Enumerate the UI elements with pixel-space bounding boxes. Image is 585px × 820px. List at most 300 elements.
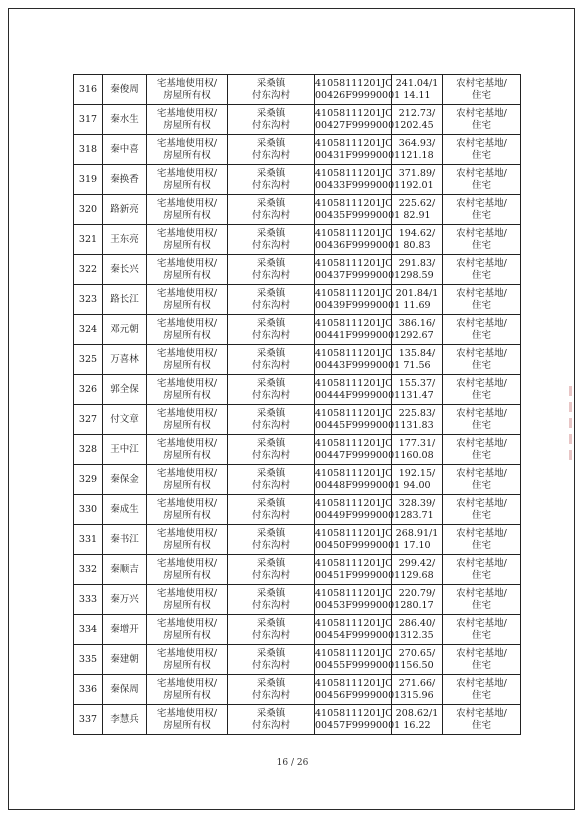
owner-name: 秦增开	[110, 623, 139, 635]
row-number: 321	[78, 233, 98, 245]
parcel-code-line1: 41058111201JC	[315, 227, 393, 239]
location-town: 采桑镇	[256, 707, 286, 719]
owner-name-cell	[103, 315, 147, 345]
land-use-cell	[443, 165, 521, 195]
owner-name: 秦俊周	[110, 83, 139, 95]
owner-name-cell	[103, 555, 147, 585]
parcel-code-line2: 00435F99990001	[315, 209, 401, 221]
row-number: 326	[78, 383, 98, 395]
land-use-cell	[443, 585, 521, 615]
right-type-line2: 房屋所有权	[163, 599, 211, 611]
parcel-code-cell	[315, 315, 401, 345]
right-type-line2: 房屋所有权	[163, 179, 211, 191]
row-number-cell	[74, 525, 103, 555]
table-row	[74, 105, 521, 135]
right-type-line1: 宅基地使用权/	[156, 77, 218, 89]
parcel-code-cell	[315, 135, 401, 165]
table-row	[74, 615, 521, 645]
location-cell	[228, 105, 315, 135]
owner-name: 秦书江	[110, 533, 139, 545]
owner-name-cell	[103, 255, 147, 285]
area-line2: 298.59	[400, 269, 434, 281]
parcel-code-line1: 41058111201JC	[315, 497, 393, 509]
right-type-line2: 房屋所有权	[163, 449, 211, 461]
location-village: 付东沟村	[251, 449, 290, 461]
right-type-line2: 房屋所有权	[163, 569, 211, 581]
location-town: 采桑镇	[256, 587, 286, 599]
right-type-cell	[147, 315, 228, 345]
land-use-line2: 住宅	[471, 629, 491, 641]
row-number-cell	[74, 255, 103, 285]
row-number-cell	[74, 345, 103, 375]
right-type-cell	[147, 645, 228, 675]
right-type-line1: 宅基地使用权/	[156, 527, 218, 539]
area-line2: 202.45	[400, 119, 434, 131]
right-type-line1: 宅基地使用权/	[156, 257, 218, 269]
parcel-code-cell	[315, 585, 401, 615]
location-cell	[228, 615, 315, 645]
owner-name: 秦换香	[110, 173, 139, 185]
land-use-line2: 住宅	[471, 509, 491, 521]
owner-name: 秦水生	[110, 113, 139, 125]
right-type-line2: 房屋所有权	[163, 239, 211, 251]
right-type-line2: 房屋所有权	[163, 659, 211, 671]
parcel-code-cell	[315, 645, 401, 675]
right-type-line1: 宅基地使用权/	[156, 287, 218, 299]
table-row	[74, 315, 521, 345]
owner-name: 秦中喜	[110, 143, 139, 155]
land-use-line1: 农村宅基地/	[456, 587, 507, 599]
right-type-line2: 房屋所有权	[163, 629, 211, 641]
location-town: 采桑镇	[256, 107, 286, 119]
table-row	[74, 225, 521, 255]
location-village: 付东沟村	[251, 359, 290, 371]
parcel-code-cell	[315, 165, 401, 195]
right-type-line2: 房屋所有权	[163, 149, 211, 161]
parcel-code-cell	[315, 405, 401, 435]
right-type-cell	[147, 255, 228, 285]
land-use-line1: 农村宅基地/	[456, 287, 507, 299]
parcel-code-line2: 00426F99990001	[315, 89, 401, 101]
parcel-code-line2: 00443F99990001	[315, 359, 401, 371]
area-line1: 371.89/	[398, 167, 436, 179]
row-number-cell	[74, 495, 103, 525]
parcel-code-line1: 41058111201JC	[315, 137, 393, 149]
area-line1: 212.73/	[398, 107, 436, 119]
row-number: 327	[78, 413, 98, 425]
location-town: 采桑镇	[256, 77, 286, 89]
location-cell	[228, 315, 315, 345]
land-use-cell	[443, 75, 521, 105]
area-line2: 17.10	[403, 539, 431, 551]
parcel-code-line1: 41058111201JC	[315, 167, 393, 179]
right-type-line1: 宅基地使用权/	[156, 647, 218, 659]
land-use-line2: 住宅	[471, 209, 491, 221]
parcel-code-line1: 41058111201JC	[315, 707, 393, 719]
right-type-line1: 宅基地使用权/	[156, 677, 218, 689]
location-town: 采桑镇	[256, 497, 286, 509]
table-row	[74, 285, 521, 315]
parcel-code-cell	[315, 375, 401, 405]
parcel-code-line1: 41058111201JC	[315, 317, 393, 329]
parcel-code-cell	[315, 225, 401, 255]
location-village: 付东沟村	[251, 179, 290, 191]
land-use-line2: 住宅	[471, 269, 491, 281]
row-number-cell	[74, 375, 103, 405]
parcel-code-line1: 41058111201JC	[315, 197, 393, 209]
row-number-cell	[74, 195, 103, 225]
location-town: 采桑镇	[256, 647, 286, 659]
row-number-cell	[74, 705, 103, 735]
parcel-code-line1: 41058111201JC	[315, 287, 393, 299]
land-use-line2: 住宅	[471, 569, 491, 581]
land-use-cell	[443, 315, 521, 345]
area-line2: 131.47	[400, 389, 434, 401]
area-line2: 16.22	[403, 719, 431, 731]
table-row	[74, 585, 521, 615]
land-use-line2: 住宅	[471, 89, 491, 101]
right-type-cell	[147, 165, 228, 195]
land-use-line1: 农村宅基地/	[456, 557, 507, 569]
owner-name: 万喜林	[110, 353, 139, 365]
parcel-code-cell	[315, 525, 401, 555]
row-number: 323	[78, 293, 98, 305]
right-type-cell	[147, 405, 228, 435]
land-use-line2: 住宅	[471, 389, 491, 401]
right-type-line2: 房屋所有权	[163, 539, 211, 551]
right-type-line1: 宅基地使用权/	[156, 227, 218, 239]
parcel-code-line2: 00457F99990001	[315, 719, 401, 731]
right-type-cell	[147, 675, 228, 705]
location-town: 采桑镇	[256, 557, 286, 569]
land-use-line2: 住宅	[471, 599, 491, 611]
land-use-cell	[443, 615, 521, 645]
row-number-cell	[74, 75, 103, 105]
parcel-code-cell	[315, 345, 401, 375]
parcel-code-cell	[315, 465, 401, 495]
parcel-code-line2: 00431F99990001	[315, 149, 401, 161]
right-type-cell	[147, 585, 228, 615]
parcel-code-line1: 41058111201JC	[315, 647, 393, 659]
parcel-code-line2: 00447F99990001	[315, 449, 401, 461]
owner-name: 秦成生	[110, 503, 139, 515]
right-type-line2: 房屋所有权	[163, 389, 211, 401]
land-use-cell	[443, 645, 521, 675]
right-type-line2: 房屋所有权	[163, 419, 211, 431]
land-use-line2: 住宅	[471, 689, 491, 701]
land-use-line2: 住宅	[471, 299, 491, 311]
area-line1: 299.42/	[398, 557, 436, 569]
owner-name-cell	[103, 225, 147, 255]
location-village: 付东沟村	[251, 299, 290, 311]
location-village: 付东沟村	[251, 419, 290, 431]
location-cell	[228, 225, 315, 255]
row-number-cell	[74, 675, 103, 705]
location-village: 付东沟村	[251, 269, 290, 281]
area-line1: 194.62/	[398, 227, 436, 239]
row-number-cell	[74, 225, 103, 255]
area-line1: 271.66/	[398, 677, 436, 689]
parcel-code-cell	[315, 555, 401, 585]
area-line2: 156.50	[400, 659, 434, 671]
area-line1: 220.79/	[398, 587, 436, 599]
row-number: 337	[78, 713, 98, 725]
right-type-line1: 宅基地使用权/	[156, 557, 218, 569]
row-number: 336	[78, 683, 98, 695]
land-use-cell	[443, 195, 521, 225]
location-town: 采桑镇	[256, 677, 286, 689]
location-town: 采桑镇	[256, 467, 286, 479]
location-cell	[228, 165, 315, 195]
area-line2: 11.69	[403, 299, 431, 311]
location-cell	[228, 195, 315, 225]
area-line2: 80.83	[403, 239, 431, 251]
parcel-code-line2: 00441F99990001	[315, 329, 401, 341]
owner-name: 李慧兵	[110, 713, 139, 725]
land-use-line1: 农村宅基地/	[456, 407, 507, 419]
parcel-code-line2: 00444F99990001	[315, 389, 401, 401]
area-line1: 291.83/	[398, 257, 436, 269]
owner-name-cell	[103, 195, 147, 225]
table-row	[74, 195, 521, 225]
location-town: 采桑镇	[256, 407, 286, 419]
location-village: 付东沟村	[251, 389, 290, 401]
area-line2: 312.35	[400, 629, 434, 641]
area-line2: 121.18	[400, 149, 434, 161]
table-row	[74, 645, 521, 675]
location-cell	[228, 465, 315, 495]
row-number: 316	[78, 83, 98, 95]
area-line2: 129.68	[400, 569, 434, 581]
right-type-line2: 房屋所有权	[163, 719, 211, 731]
parcel-code-line1: 41058111201JC	[315, 347, 393, 359]
table-row	[74, 375, 521, 405]
parcel-code-cell	[315, 255, 401, 285]
owner-name-cell	[103, 645, 147, 675]
owner-name: 路长江	[110, 293, 139, 305]
right-type-line2: 房屋所有权	[163, 209, 211, 221]
right-type-line1: 宅基地使用权/	[156, 347, 218, 359]
land-use-line1: 农村宅基地/	[456, 197, 507, 209]
owner-name-cell	[103, 405, 147, 435]
right-type-cell	[147, 135, 228, 165]
location-village: 付东沟村	[251, 599, 290, 611]
parcel-code-line1: 41058111201JC	[315, 377, 393, 389]
area-line2: 82.91	[403, 209, 431, 221]
land-use-cell	[443, 495, 521, 525]
right-type-cell	[147, 705, 228, 735]
land-use-line2: 住宅	[471, 179, 491, 191]
right-type-cell	[147, 495, 228, 525]
table-row	[74, 495, 521, 525]
land-use-cell	[443, 345, 521, 375]
location-cell	[228, 375, 315, 405]
land-use-line1: 农村宅基地/	[456, 467, 507, 479]
location-cell	[228, 585, 315, 615]
area-line2: 94.00	[403, 479, 431, 491]
area-line1: 328.39/	[398, 497, 436, 509]
location-town: 采桑镇	[256, 197, 286, 209]
parcel-code-line2: 00453F99990001	[315, 599, 401, 611]
location-town: 采桑镇	[256, 617, 286, 629]
owner-name: 秦保金	[110, 473, 139, 485]
area-line1: 225.83/	[398, 407, 436, 419]
location-town: 采桑镇	[256, 527, 286, 539]
owner-name-cell	[103, 375, 147, 405]
parcel-code-line1: 41058111201JC	[315, 107, 393, 119]
location-town: 采桑镇	[256, 437, 286, 449]
right-type-line2: 房屋所有权	[163, 329, 211, 341]
location-village: 付东沟村	[251, 209, 290, 221]
parcel-code-line2: 00445F99990001	[315, 419, 401, 431]
right-type-cell	[147, 465, 228, 495]
row-number-cell	[74, 105, 103, 135]
owner-name: 秦建朝	[110, 653, 139, 665]
owner-name-cell	[103, 495, 147, 525]
row-number-cell	[74, 285, 103, 315]
area-line2: 280.17	[400, 599, 434, 611]
parcel-code-line2: 00454F99990001	[315, 629, 401, 641]
right-type-cell	[147, 375, 228, 405]
row-number-cell	[74, 645, 103, 675]
table-row	[74, 465, 521, 495]
land-use-cell	[443, 555, 521, 585]
parcel-code-cell	[315, 615, 401, 645]
right-type-line2: 房屋所有权	[163, 89, 211, 101]
land-use-line1: 农村宅基地/	[456, 257, 507, 269]
area-line1: 201.84/1	[395, 287, 439, 299]
parcel-code-line1: 41058111201JC	[315, 527, 393, 539]
land-use-cell	[443, 375, 521, 405]
parcel-code-line2: 00437F99990001	[315, 269, 401, 281]
land-use-line1: 农村宅基地/	[456, 677, 507, 689]
row-number: 322	[78, 263, 98, 275]
right-type-line2: 房屋所有权	[163, 689, 211, 701]
parcel-code-cell	[315, 105, 401, 135]
area-line2: 160.08	[400, 449, 434, 461]
table-row	[74, 135, 521, 165]
land-use-cell	[443, 705, 521, 735]
row-number: 320	[78, 203, 98, 215]
area-line2: 315.96	[400, 689, 434, 701]
area-line1: 364.93/	[398, 137, 436, 149]
seal-edge-mark	[566, 380, 576, 490]
page-number: 16 / 26	[276, 758, 309, 768]
row-number: 329	[78, 473, 98, 485]
right-type-line1: 宅基地使用权/	[156, 137, 218, 149]
row-number: 325	[78, 353, 98, 365]
location-village: 付东沟村	[251, 89, 290, 101]
location-cell	[228, 555, 315, 585]
right-type-line2: 房屋所有权	[163, 299, 211, 311]
right-type-line1: 宅基地使用权/	[156, 707, 218, 719]
location-cell	[228, 75, 315, 105]
row-number: 334	[78, 623, 98, 635]
parcel-code-line1: 41058111201JC	[315, 587, 393, 599]
area-line2: 292.67	[400, 329, 434, 341]
location-cell	[228, 645, 315, 675]
row-number: 330	[78, 503, 98, 515]
owner-name-cell	[103, 165, 147, 195]
parcel-code-line1: 41058111201JC	[315, 437, 393, 449]
owner-name-cell	[103, 615, 147, 645]
land-use-line2: 住宅	[471, 149, 491, 161]
land-use-line1: 农村宅基地/	[456, 377, 507, 389]
owner-name: 路新亮	[110, 203, 139, 215]
owner-name: 郭全保	[110, 383, 139, 395]
land-use-line2: 住宅	[471, 239, 491, 251]
parcel-code-line2: 00456F99990001	[315, 689, 401, 701]
location-village: 付东沟村	[251, 509, 290, 521]
right-type-line1: 宅基地使用权/	[156, 407, 218, 419]
owner-name: 秦万兴	[110, 593, 139, 605]
right-type-line2: 房屋所有权	[163, 119, 211, 131]
right-type-cell	[147, 555, 228, 585]
row-number-cell	[74, 465, 103, 495]
location-cell	[228, 525, 315, 555]
owner-name-cell	[103, 435, 147, 465]
right-type-cell	[147, 615, 228, 645]
owner-name-cell	[103, 705, 147, 735]
row-number-cell	[74, 315, 103, 345]
location-cell	[228, 255, 315, 285]
table-row	[74, 675, 521, 705]
parcel-code-cell	[315, 195, 401, 225]
owner-name-cell	[103, 75, 147, 105]
parcel-code-line2: 00448F99990001	[315, 479, 401, 491]
right-type-line1: 宅基地使用权/	[156, 617, 218, 629]
parcel-code-line2: 00455F99990001	[315, 659, 401, 671]
land-use-line1: 农村宅基地/	[456, 77, 507, 89]
location-cell	[228, 405, 315, 435]
right-type-line1: 宅基地使用权/	[156, 497, 218, 509]
location-cell	[228, 495, 315, 525]
location-village: 付东沟村	[251, 479, 290, 491]
row-number-cell	[74, 165, 103, 195]
right-type-line1: 宅基地使用权/	[156, 167, 218, 179]
row-number: 331	[78, 533, 98, 545]
land-use-cell	[443, 525, 521, 555]
location-town: 采桑镇	[256, 287, 286, 299]
area-line2: 192.01	[400, 179, 434, 191]
parcel-code-cell	[315, 495, 401, 525]
right-type-cell	[147, 435, 228, 465]
right-type-line1: 宅基地使用权/	[156, 467, 218, 479]
owner-name-cell	[103, 105, 147, 135]
owner-name-cell	[103, 285, 147, 315]
land-use-cell	[443, 255, 521, 285]
location-village: 付东沟村	[251, 329, 290, 341]
area-line1: 241.04/1	[395, 77, 439, 89]
right-type-line1: 宅基地使用权/	[156, 107, 218, 119]
parcel-code-line2: 00427F99990001	[315, 119, 401, 131]
location-village: 付东沟村	[251, 629, 290, 641]
area-line1: 192.15/	[398, 467, 436, 479]
owner-name-cell	[103, 525, 147, 555]
land-use-line2: 住宅	[471, 539, 491, 551]
area-line2: 71.56	[403, 359, 431, 371]
owner-name-cell	[103, 465, 147, 495]
parcel-code-cell	[315, 675, 401, 705]
right-type-line1: 宅基地使用权/	[156, 317, 218, 329]
row-number: 332	[78, 563, 98, 575]
area-line1: 135.84/	[398, 347, 436, 359]
land-use-line2: 住宅	[471, 479, 491, 491]
parcel-code-line1: 41058111201JC	[315, 407, 393, 419]
right-type-line2: 房屋所有权	[163, 269, 211, 281]
table-row	[74, 345, 521, 375]
parcel-code-cell	[315, 75, 401, 105]
